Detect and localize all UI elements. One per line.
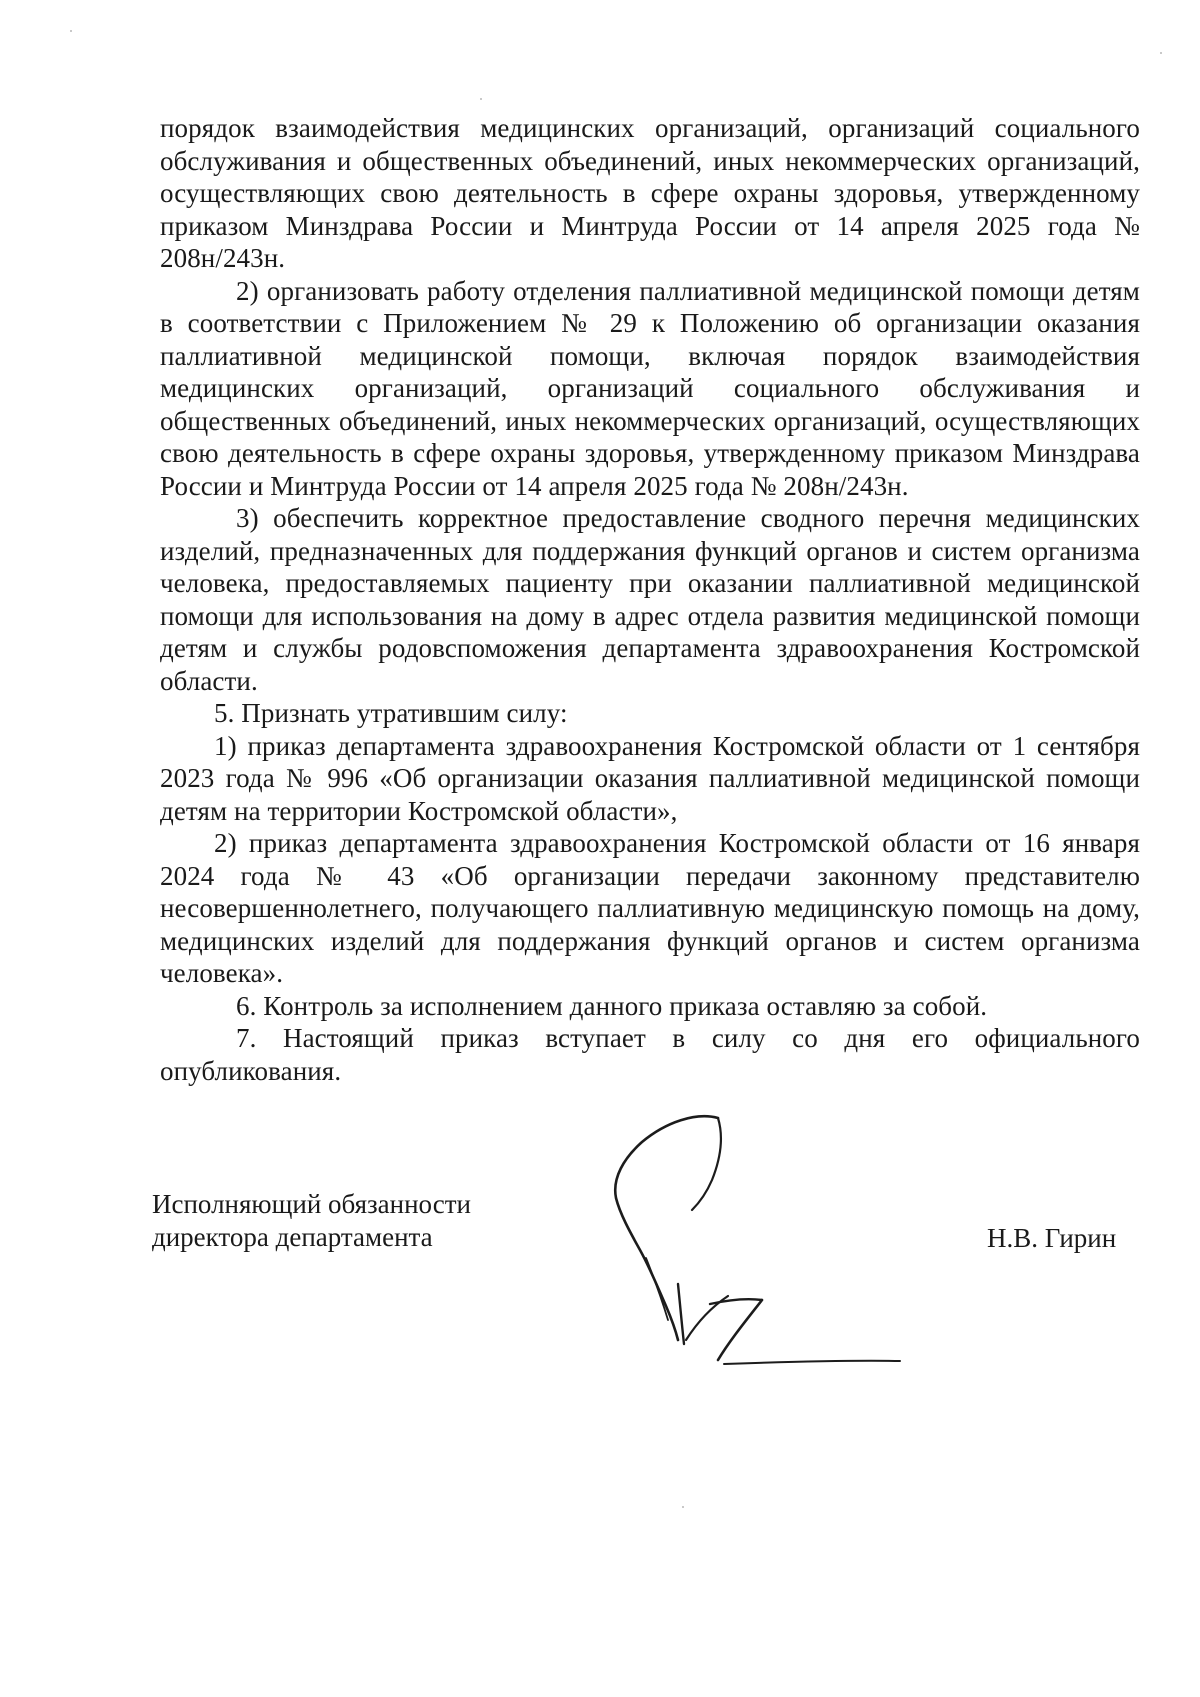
paragraph-item-2: 2) организовать работу отделения паллиативной медицинской помощи детям в соответствии с Приложением № 29 к Положению об организации оказания паллиативной медицинской помощи, включая порядок взаимодействия медицинских организаций, организаций социального обслуживания и общественных объединений, иных некоммерческих организаций, осуществляющих свою деятельность в сфере охраны здоровья, утвержденному приказом Минздрава России и Минтруда России от 14 апреля 2025 года № 208н/243н.	[160, 275, 1140, 501]
order-text	[160, 112, 1140, 1087]
paragraph-revoked-order-2: 2) приказ департамента здравоохранения Костромской области от 16 января 2024 года № 43 «Об организации передачи законному представителю несовершеннолетнего, получающего паллиативную медицинскую помощь на дому, медицинских изделий для поддержания функций органов и систем организма человека».	[160, 828, 1140, 988]
signatory-title-line-1: Исполняющий обязанности	[152, 1189, 471, 1219]
signatory-title-line-2: директора департамента	[152, 1222, 433, 1252]
paragraph-point-7: 7. Настоящий приказ вступает в силу со дня его официального опубликования.	[160, 1023, 1140, 1086]
scan-speck	[70, 30, 72, 32]
handwritten-signature	[600, 1108, 1000, 1368]
paragraph-point-6: 6. Контроль за исполнением данного приказа оставляю за собой.	[236, 990, 988, 1021]
paragraph-point-5: 5. Признать утратившим силу:	[214, 698, 568, 728]
signatory-title	[152, 1188, 471, 1254]
paragraph-continuation: порядок взаимодействия медицинских организаций, организаций социального обслуживания и общественных объединений, иных некоммерческих организаций, осуществляющих свою деятельность в сфере охраны здоровья, утвержденному приказом Минздрава России и Минтруда России от 14 апреля 2025 года № 208н/243н.	[160, 113, 1140, 273]
scan-speck	[480, 98, 482, 100]
scan-speck	[1160, 52, 1162, 54]
paragraph-revoked-order-1: 1) приказ департамента здравоохранения Костромской области от 1 сентября 2023 года № 996 «Об организации оказания паллиативной медицинской помощи детям на территории Костромской области»,	[160, 730, 1140, 826]
paragraph-item-3: 3) обеспечить корректное предоставление сводного перечня медицинских изделий, предназначенных для поддержания функций органов и систем организма человека, предоставляемых пациенту при оказании паллиативной медицинской помощи для использования на дому в адрес отдела развития медицинской помощи детям и службы родовспоможения департамента здравоохранения Костромской области.	[160, 503, 1140, 696]
signatory-name: Н.В. Гирин	[987, 1223, 1117, 1253]
scan-speck	[682, 1506, 684, 1508]
